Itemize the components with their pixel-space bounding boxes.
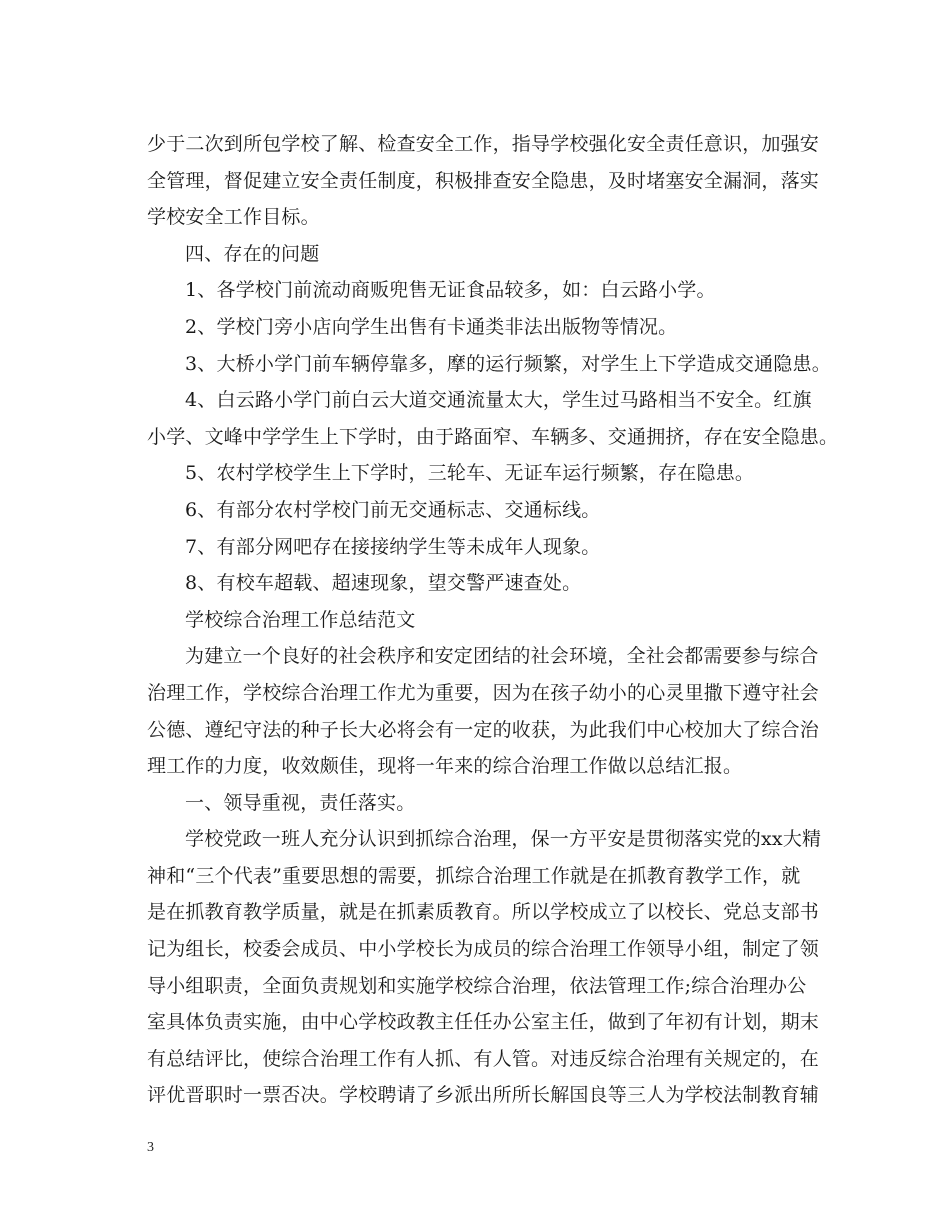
text-line: 治理工作，学校综合治理工作尤为重要，因为在孩子幼小的心灵里撒下遵守社会: [147, 681, 820, 704]
text-line: 导小组职责，全面负责规划和实施学校综合治理，依法管理工作;综合治理办公: [147, 974, 807, 997]
list-item: 2、学校门旁小店向学生出售有卡通类非法出版物等情况。: [185, 315, 678, 338]
text-line: 理工作的力度，收效颇佳，现将一年来的综合治理工作做以总结汇报。: [147, 755, 743, 778]
list-item: 3、大桥小学门前车辆停靠多，摩的运行频繁，对学生上下学造成交通隐患。: [185, 352, 831, 375]
text-line: 学校安全工作目标。: [147, 206, 320, 229]
list-item: 5、农村学校学生上下学时，三轮车、无证车运行频繁，存在隐患。: [185, 462, 755, 485]
document-body: [147, 126, 839, 1114]
list-item: 8、有校车超载、超速现象，望交警严速查处。: [185, 572, 582, 595]
page-number: 3: [147, 1140, 154, 1155]
text-line: 神和“三个代表”重要思想的需要，抓综合治理工作就是在抓教育教学工作，就: [147, 864, 801, 887]
text-line: 记为组长，校委会成员、中小学校长为成员的综合治理工作领导小组，制定了领: [147, 938, 820, 961]
text-line: 少于二次到所包学校了解、检查安全工作，指导学校强化安全责任意识，加强安: [147, 133, 820, 155]
text-line: 是在抓教育教学质量，就是在抓素质教育。所以学校成立了以校长、党总支部书: [147, 901, 820, 924]
text-line: 全管理，督促建立安全责任制度，积极排查安全隐患，及时堵塞安全漏洞，落实: [147, 169, 820, 192]
section-heading: 四、存在的问题: [185, 242, 320, 265]
list-item: 7、有部分网吧存在接接纳学生等未成年人现象。: [185, 535, 601, 558]
list-item: 6、有部分农村学校门前无交通标志、交通标线。: [185, 498, 601, 521]
text-line: 室具体负责实施，由中心学校政教主任任办公室主任，做到了年初有计划，期末: [147, 1011, 820, 1034]
text-line: 公德、遵纪守法的种子长大必将会有一定的收获，为此我们中心校加大了综合治: [147, 718, 820, 741]
text-line: 小学、文峰中学学生上下学时，由于路面窄、车辆多、交通拥挤，存在安全隐患。: [147, 425, 839, 448]
text-line: 有总结评比，使综合治理工作有人抓、有人管。对违反综合治理有关规定的，在: [147, 1047, 820, 1070]
paragraph-start: 学校党政一班人充分认识到抓综合治理，保一方平安是贯彻落实党的xx大精: [185, 828, 822, 851]
document-subtitle: 学校综合治理工作总结范文: [185, 608, 416, 631]
section-heading: 一、领导重视，责任落实。: [185, 791, 416, 814]
text-line: 评优晋职时一票否决。学校聘请了乡派出所所长解国良等三人为学校法制教育辅: [147, 1084, 820, 1107]
list-item: 4、白云路小学门前白云大道交通流量太大，学生过马路相当不安全。红旗: [185, 389, 812, 412]
list-item: 1、各学校门前流动商贩兜售无证食品较多，如：白云路小学。: [185, 279, 716, 302]
paragraph-start: 为建立一个良好的社会秩序和安定团结的社会环境，全社会都需要参与综合: [185, 645, 819, 668]
